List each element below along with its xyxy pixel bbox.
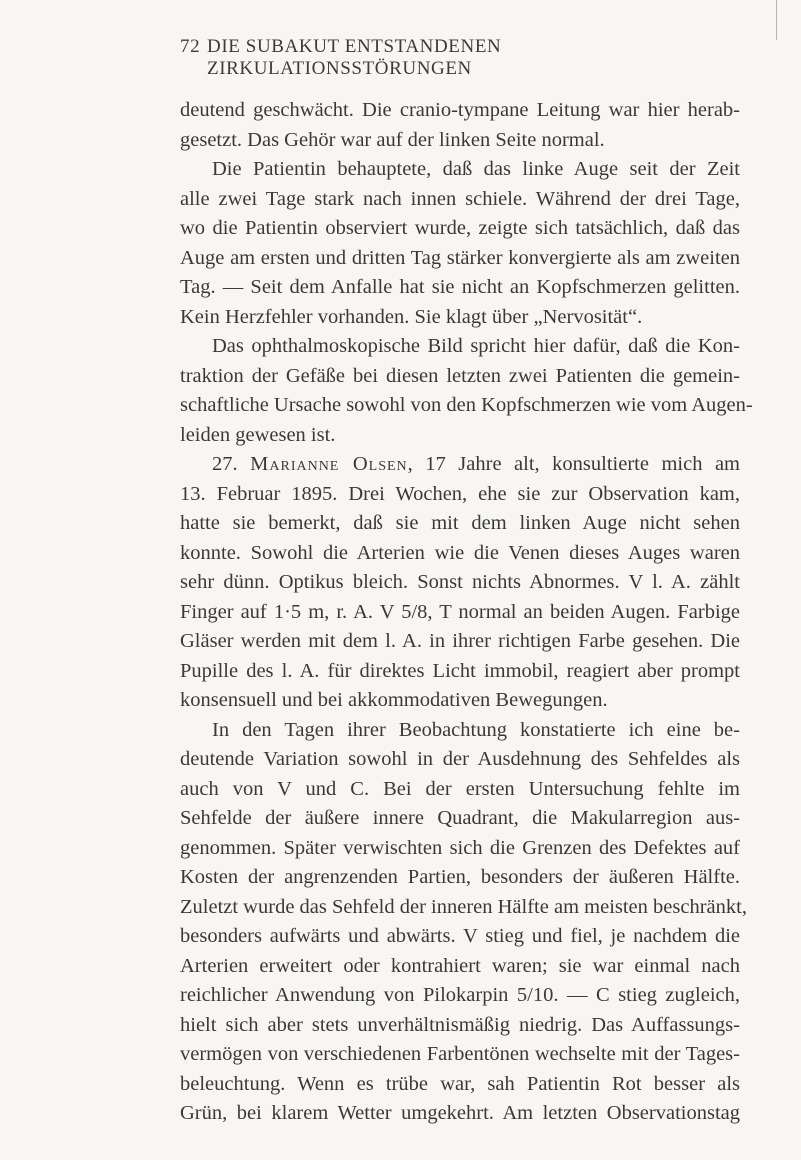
text-line: konsensuell und bei akkommodativen Bewegungen. [180, 689, 608, 711]
text-line: wo die Patientin observiert wurde, zeigte sich tatsächlich, daß das [180, 217, 740, 239]
text-line: Pupille des l. A. für direktes Licht immobil, reagiert aber prompt [180, 659, 740, 682]
text-line: beleuchtung. Wenn es trübe war, sah Patientin Rot besser als [180, 1072, 740, 1095]
text-line: Finger auf 1·5 m, r. A. V 5/8, T normal an beiden Augen. Farbige [180, 600, 740, 623]
text-line: alle zwei Tage stark nach innen schiele. Während der drei Tage, [180, 187, 740, 210]
text-line: Die Patientin behauptete, daß das linke Auge seit der Zeit [212, 158, 740, 180]
text-line: leiden gewesen ist. [180, 423, 336, 446]
text-line: Arterien erweitert oder kontrahiert waren; sie war einmal nach [180, 954, 740, 977]
text-line: auch von V und C. Bei der ersten Untersuchung fehlte im [180, 777, 740, 800]
text-line: genommen. Später verwischten sich die Grenzen des Defektes auf [180, 836, 740, 859]
running-title: DIE SUBAKUT ENTSTANDENEN ZIRKULATIONSSTÖRUNGEN [207, 36, 502, 79]
body-text [180, 96, 753, 1129]
text-line: hatte sie bemerkt, daß sie mit dem linken Auge nicht sehen [180, 512, 740, 534]
text-line: Tag. — Seit dem Anfalle hat sie nicht an Kopfschmerzen gelitten. [180, 276, 740, 298]
text-line: deutend geschwächt. Die cranio-tympane Leitung war hier herab- [180, 99, 740, 121]
text-line: vermögen von verschiedenen Farbentönen wechselte mit der Tages- [180, 1043, 740, 1065]
text-line: 13. Februar 1895. Drei Wochen, ehe sie zur Observation kam, [180, 482, 740, 505]
scan-edge-mark [776, 0, 777, 40]
text-line: Grün, bei klarem Wetter umgekehrt. Am letzten Observationstag [180, 1102, 740, 1124]
text-line: Zuletzt wurde das Sehfeld der inneren Hälfte am meisten beschränkt, [180, 895, 747, 918]
text-line: Gläser werden mit dem l. A. in ihrer richtigen Farbe gesehen. Die [180, 630, 740, 652]
text-line: hielt sich aber stets unverhältnismäßig niedrig. Das Auffassungs- [180, 1013, 740, 1036]
text-line: gesetzt. Das Gehör war auf der linken Seite normal. [180, 128, 605, 151]
text-line: konnte. Sowohl die Arterien wie die Venen dieses Auges waren [180, 541, 740, 564]
text-line: In den Tagen ihrer Beobachtung konstatierte ich eine be- [212, 718, 740, 741]
page-number: 72 [180, 36, 201, 57]
text-line: reichlicher Anwendung von Pilokarpin 5/10. — C stieg zugleich, [180, 984, 740, 1006]
text-line: Auge am ersten und dritten Tag stärker konvergierte als am zweiten [180, 246, 740, 269]
text-line: sehr dünn. Optikus bleich. Sonst nichts Abnormes. V l. A. zählt [180, 571, 740, 593]
text-line: Sehfelde der äußere innere Quadrant, die Makularregion aus- [180, 807, 740, 829]
text-line: schaftliche Ursache sowohl von den Kopfschmerzen wie vom Augen- [180, 394, 753, 416]
text-line: 27. Marianne Olsen, 17 Jahre alt, konsultierte mich am [212, 453, 741, 475]
running-head [180, 36, 740, 79]
text-line: Kosten der angrenzenden Partien, besonders der äußeren Hälfte. [180, 866, 740, 888]
text-line: besonders aufwärts und abwärts. V stieg und fiel, je nachdem die [180, 925, 740, 947]
text-line: deutende Variation sowohl in der Ausdehnung des Sehfeldes als [180, 748, 740, 770]
text-line: Kein Herzfehler vorhanden. Sie klagt über „Nervosität“. [180, 305, 643, 328]
text-line: Das ophthalmoskopische Bild spricht hier dafür, daß die Kon- [212, 335, 740, 357]
text-line: traktion der Gefäße bei diesen letzten zwei Patienten die gemein- [180, 364, 740, 387]
patient-name: Marianne Olsen [250, 453, 408, 475]
